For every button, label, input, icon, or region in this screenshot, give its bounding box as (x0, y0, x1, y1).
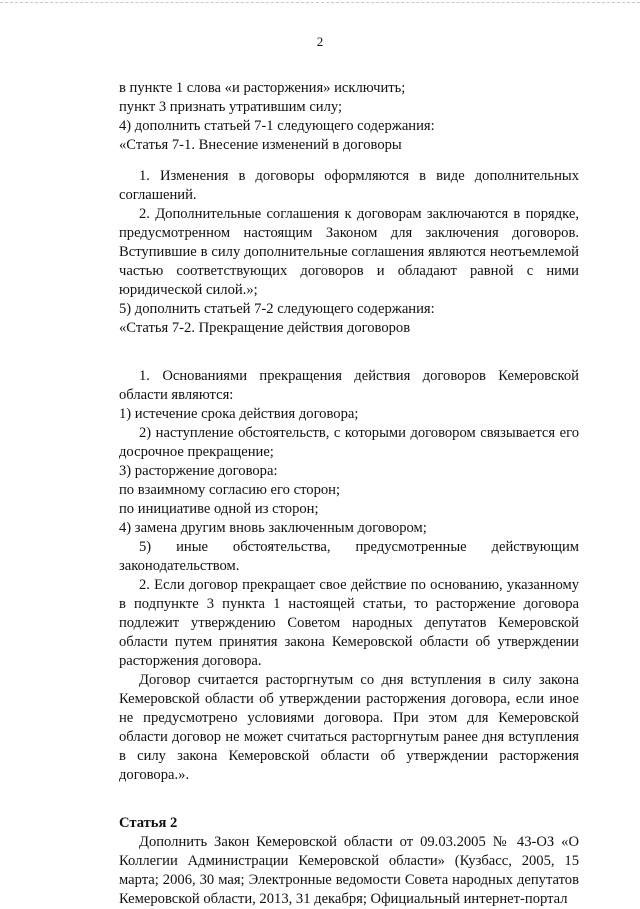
paragraph: пункт 3 признать утратившим силу; (119, 99, 343, 115)
list-item: 4) замена другим вновь заключенным договором; (119, 520, 427, 536)
paragraph: 2. Дополнительные соглашения к договорам заключаются в порядке, предусмотренном настоящим Законом для заключения договоров. Вступившие в силу дополнительные соглашения являются неотъемлемой частью соответствующих договоров и обладают равной с ними юридической силой.»; (119, 206, 579, 298)
paragraph: Дополнить Закон Кемеровской области от 09.03.2005 № 43-ОЗ «О Коллегии Администрации Кемеровской области» (Кузбасс, 2005, 15 марта; 2006, 30 мая; Электронные ведомости Совета народных депутатов Кемеровской области, 2013, 31 декабря; Официальный интернет-портал (119, 834, 579, 907)
list-item: по взаимному согласию его сторон; (119, 482, 341, 498)
document-body (119, 79, 579, 909)
article-heading: Статья 2 (119, 815, 178, 831)
scan-top-border (0, 2, 640, 3)
paragraph: 4) дополнить статьей 7-1 следующего содержания: (119, 118, 435, 134)
page-number: 2 (316, 34, 324, 49)
list-item: 3) расторжение договора: (119, 463, 278, 479)
paragraph: 2. Если договор прекращает свое действие по основанию, указанному в подпункте 3 пункта 1 настоящей статьи, то расторжение договора подлежит утверждению Советом народных депутатов Кемеровской области путем принятия закона Кемеровской области об утверждении расторжения договора. (119, 577, 579, 669)
paragraph: в пункте 1 слова «и расторжения» исключить; (119, 80, 406, 96)
list-item: по инициативе одной из сторон; (119, 501, 319, 517)
paragraph: 1. Основаниями прекращения действия договоров Кемеровской области являются: (119, 368, 579, 403)
article-quote-heading: «Статья 7-2. Прекращение действия договоров (119, 320, 411, 336)
list-item: 1) истечение срока действия договора; (119, 406, 359, 422)
paragraph: 1. Изменения в договоры оформляются в виде дополнительных соглашений. (119, 168, 579, 203)
list-item: 5) иные обстоятельства, предусмотренные действующим законодательством. (119, 539, 579, 574)
paragraph: Договор считается расторгнутым со дня вступления в силу закона Кемеровской области об утверждении расторжения договора, если иное не предусмотрено условиями договора. При этом для Кемеровской области договор не может считаться расторгнутым ранее дня вступления в силу закона Кемеровской области об утверждении расторжения договора.». (119, 672, 579, 783)
article-quote-heading: «Статья 7-1. Внесение изменений в договоры (119, 137, 402, 153)
paragraph: 5) дополнить статьей 7-2 следующего содержания: (119, 301, 435, 317)
list-item: 2) наступление обстоятельств, с которыми договором связывается его досрочное прекращение; (119, 425, 579, 460)
